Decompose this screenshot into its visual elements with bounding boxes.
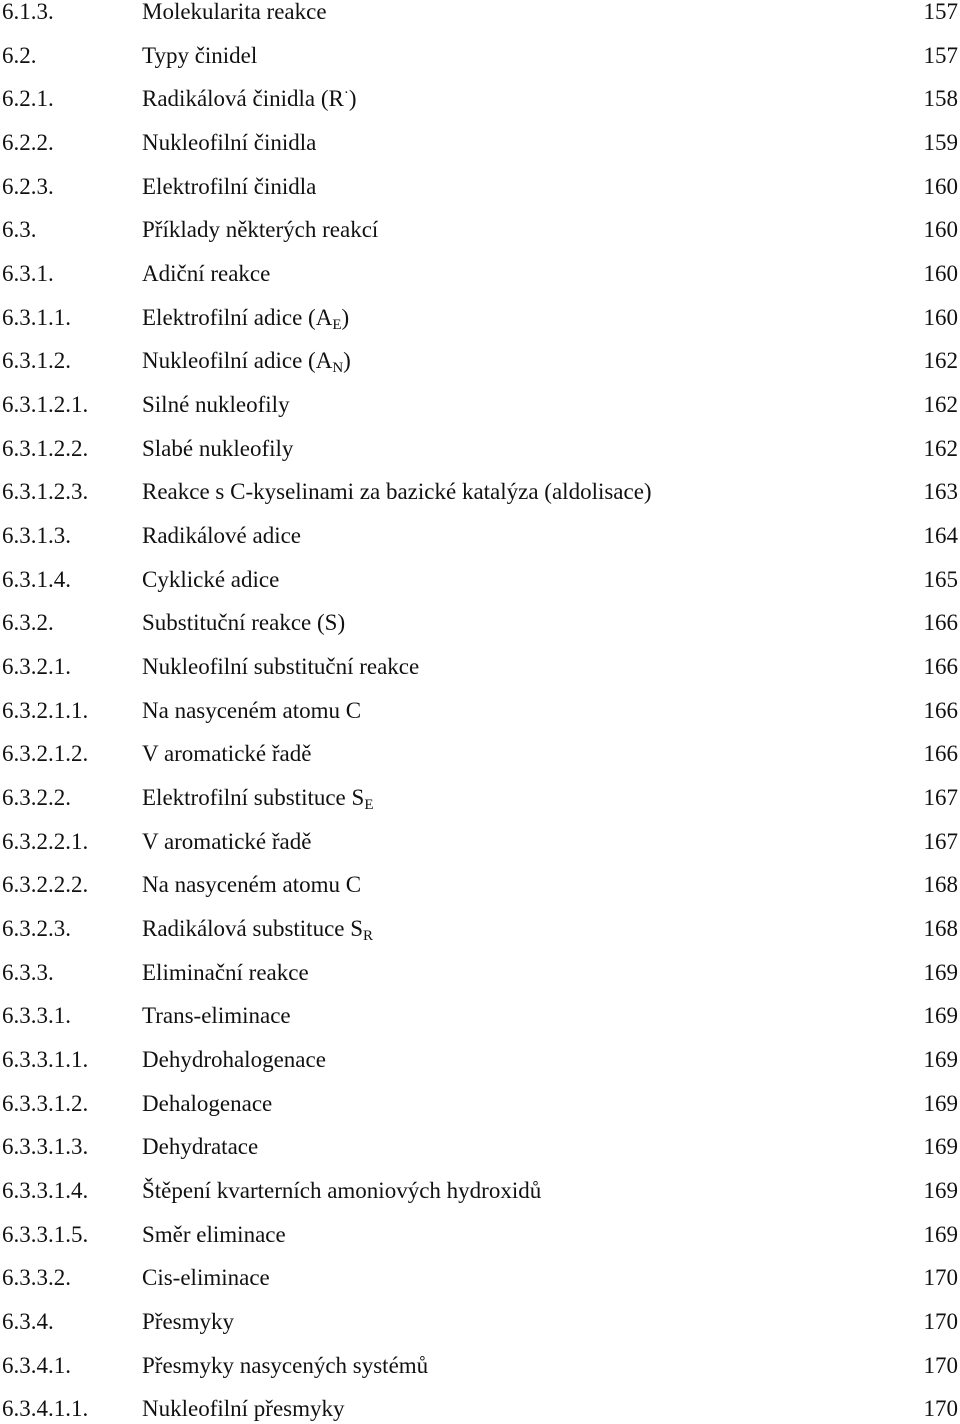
section-title xyxy=(142,608,345,638)
section-title-text: Cyklické adice xyxy=(142,566,280,592)
superscript: · xyxy=(343,85,349,102)
section-number: 6.3.2.2.1. xyxy=(2,828,89,854)
section-title-text: Na nasyceném atomu C xyxy=(142,872,362,898)
section-title-text: Radikálové adice xyxy=(142,522,302,548)
page-number: 169 xyxy=(923,1003,958,1029)
page-number: 169 xyxy=(923,1177,958,1203)
section-title xyxy=(142,958,309,988)
section-number: 6.2.2. xyxy=(2,130,54,155)
toc-entry[interactable] xyxy=(0,1089,960,1119)
section-title-text: Trans-eliminace xyxy=(142,1003,291,1029)
page-number: 168 xyxy=(923,915,958,941)
section-title xyxy=(142,303,349,333)
section-title-text: V aromatické řadě xyxy=(142,741,312,767)
page-number: 164 xyxy=(923,522,958,548)
toc-entry[interactable] xyxy=(0,870,960,900)
section-title xyxy=(142,1263,270,1293)
page-number: 169 xyxy=(923,1090,958,1116)
toc-entry[interactable] xyxy=(0,565,960,595)
section-number: 6.2. xyxy=(2,42,37,68)
toc-entry[interactable] xyxy=(0,1220,960,1250)
page-number: 160 xyxy=(923,217,958,243)
toc-entry[interactable] xyxy=(0,1045,960,1075)
section-title xyxy=(142,215,378,245)
section-title-text: Nukleofilní adice (A xyxy=(142,348,333,374)
section-number: 6.3.2.1.1. xyxy=(2,697,89,723)
section-title-text: Slabé nukleofily xyxy=(142,435,294,461)
toc-entry[interactable] xyxy=(0,827,960,857)
page-number: 167 xyxy=(923,828,958,854)
page-number: 170 xyxy=(923,1396,958,1422)
toc-entry[interactable] xyxy=(0,477,960,507)
section-title-text: Typy činidel xyxy=(142,42,258,68)
subscript: E xyxy=(332,316,342,333)
section-title-text: Přesmyky xyxy=(142,1308,234,1334)
section-title xyxy=(142,346,351,376)
section-title xyxy=(142,0,327,27)
section-title-text: Přesmyky nasycených systémů xyxy=(142,1352,429,1378)
section-title xyxy=(142,696,361,726)
page-number: 169 xyxy=(923,959,958,985)
page-number: 157 xyxy=(923,42,958,68)
section-number: 6.3.1.2.2. xyxy=(2,435,89,461)
section-number: 6.3.3.1.4. xyxy=(2,1177,89,1203)
page-number: 169 xyxy=(923,1046,958,1072)
toc-entry[interactable] xyxy=(0,1263,960,1293)
section-title-text: Nukleofilní substituční reakce xyxy=(142,653,420,679)
page-number: 169 xyxy=(923,1134,958,1160)
page-number: 160 xyxy=(923,304,958,330)
section-title xyxy=(142,914,373,944)
toc-entry[interactable] xyxy=(0,608,960,638)
section-number: 6.3.1.4. xyxy=(2,566,71,592)
toc-entry[interactable] xyxy=(0,652,960,682)
section-title-text: Adiční reakce xyxy=(142,261,271,286)
toc-entry[interactable] xyxy=(0,958,960,988)
section-title xyxy=(142,259,270,289)
section-title xyxy=(142,128,316,158)
toc-entry[interactable] xyxy=(0,346,960,376)
section-number: 6.3.2.1.2. xyxy=(2,741,89,767)
section-title-text: Elektrofilní činidla xyxy=(142,173,317,199)
toc-entry[interactable] xyxy=(0,521,960,551)
section-title xyxy=(142,1307,234,1337)
toc-entry[interactable] xyxy=(0,739,960,769)
page-number: 166 xyxy=(923,610,958,636)
section-title-text: Cis-eliminace xyxy=(142,1265,270,1291)
subscript: E xyxy=(364,796,374,813)
page-number: 165 xyxy=(923,566,958,592)
toc-entry[interactable] xyxy=(0,434,960,464)
section-number: 6.3.2.3. xyxy=(2,915,71,941)
toc-entry[interactable] xyxy=(0,1394,960,1424)
page-number: 166 xyxy=(923,741,958,767)
toc-entry[interactable] xyxy=(0,783,960,813)
toc-entry[interactable] xyxy=(0,914,960,944)
section-number: 6.3.4. xyxy=(2,1308,54,1334)
page-number: 160 xyxy=(923,261,958,286)
page-number: 163 xyxy=(923,479,958,505)
section-title xyxy=(142,434,293,464)
section-number: 6.3.2.2. xyxy=(2,784,71,810)
toc-entry[interactable] xyxy=(0,128,960,158)
subscript: R xyxy=(363,927,374,944)
toc-entry[interactable] xyxy=(0,1176,960,1206)
section-number: 6.3.3. xyxy=(2,959,54,985)
section-title xyxy=(142,172,316,202)
section-title xyxy=(142,1132,258,1162)
section-number: 6.3.2.1. xyxy=(2,653,71,679)
section-number: 6.1.3. xyxy=(2,0,54,24)
section-title-text: Elektrofilní adice (A xyxy=(142,304,333,330)
section-number: 6.3.4.1.1. xyxy=(2,1396,89,1422)
page-number: 159 xyxy=(923,130,958,155)
toc-entry[interactable] xyxy=(0,1351,960,1381)
section-title xyxy=(142,477,652,507)
section-title-text: V aromatické řadě xyxy=(142,828,312,854)
toc-entry[interactable] xyxy=(0,1307,960,1337)
toc-entry[interactable] xyxy=(0,41,960,71)
section-number: 6.3.3.1.2. xyxy=(2,1090,89,1116)
page-number: 167 xyxy=(923,784,958,810)
section-title-suffix: ) xyxy=(348,86,357,112)
page-number: 170 xyxy=(923,1352,958,1378)
section-number: 6.2.3. xyxy=(2,173,54,199)
section-title-text: Nukleofilní přesmyky xyxy=(142,1396,345,1422)
page-number: 170 xyxy=(923,1308,958,1334)
section-title xyxy=(142,1001,291,1031)
section-title-text: Dehydrohalogenace xyxy=(142,1046,326,1072)
section-title xyxy=(142,1176,541,1206)
section-number: 6.3.3.1.1. xyxy=(2,1046,89,1072)
section-number: 6.3.3.2. xyxy=(2,1265,71,1291)
section-number: 6.3.3.1.5. xyxy=(2,1221,89,1247)
page-number: 162 xyxy=(923,391,958,417)
page-number: 168 xyxy=(923,872,958,898)
subscript: N xyxy=(332,360,344,377)
page-number: 170 xyxy=(923,1265,958,1291)
section-title xyxy=(142,783,373,813)
page-number: 169 xyxy=(923,1221,958,1247)
section-title-text: Silné nukleofily xyxy=(142,391,290,417)
section-title xyxy=(142,827,311,857)
section-number: 6.3.2. xyxy=(2,610,54,636)
section-title xyxy=(142,652,419,682)
toc-entry[interactable] xyxy=(0,259,960,289)
section-number: 6.3.2.2.2. xyxy=(2,872,89,898)
section-title xyxy=(142,1394,345,1424)
page-number: 162 xyxy=(923,348,958,374)
toc-entry[interactable] xyxy=(0,1132,960,1162)
page-number: 166 xyxy=(923,697,958,723)
section-title xyxy=(142,521,301,551)
section-title xyxy=(142,390,290,420)
section-title xyxy=(142,565,279,595)
section-number: 6.2.1. xyxy=(2,86,54,112)
toc-entry[interactable] xyxy=(0,696,960,726)
section-title-text: Dehydratace xyxy=(142,1134,259,1160)
section-number: 6.3.1.2.1. xyxy=(2,391,89,417)
section-title xyxy=(142,739,311,769)
section-number: 6.3.1.2. xyxy=(2,348,71,374)
section-title-text: Radikálová substituce S xyxy=(142,915,364,941)
page-number: 166 xyxy=(923,653,958,679)
toc-entry[interactable] xyxy=(0,172,960,202)
section-title-text: Molekularita reakce xyxy=(142,0,327,24)
section-title xyxy=(142,1220,286,1250)
section-title-text: Dehalogenace xyxy=(142,1090,273,1116)
page-number: 157 xyxy=(923,0,958,24)
toc-entry[interactable] xyxy=(0,390,960,420)
section-title xyxy=(142,1351,428,1381)
toc-entry[interactable] xyxy=(0,84,960,114)
section-title-text: Elektrofilní substituce S xyxy=(142,784,365,810)
section-title-text: Směr eliminace xyxy=(142,1221,286,1247)
section-number: 6.3.1.2.3. xyxy=(2,479,89,505)
section-title-text: Příklady některých reakcí xyxy=(142,217,379,243)
page-number: 162 xyxy=(923,435,958,461)
section-title-text: Eliminační reakce xyxy=(142,959,309,985)
section-title-text: Reakce s C-kyselinami za bazické katalýza (aldolisace) xyxy=(142,479,652,505)
section-title-text: Radikálová činidla (R xyxy=(142,86,344,112)
section-number: 6.3.1. xyxy=(2,261,54,286)
section-title-suffix: ) xyxy=(341,304,350,330)
section-title xyxy=(142,84,357,114)
section-title xyxy=(142,41,257,71)
section-number: 6.3.4.1. xyxy=(2,1352,71,1378)
toc-entry[interactable] xyxy=(0,303,960,333)
section-title-suffix: ) xyxy=(343,348,351,374)
section-title-text: Štěpení kvarterních amoniových hydroxidů xyxy=(142,1177,542,1203)
section-title-text: Na nasyceném atomu C xyxy=(142,697,362,723)
section-title-text: Substituční reakce (S) xyxy=(142,610,346,636)
section-title xyxy=(142,1089,272,1119)
toc-entry[interactable] xyxy=(0,215,960,245)
section-number: 6.3.3.1.3. xyxy=(2,1134,89,1160)
section-title-text: Nukleofilní činidla xyxy=(142,130,317,155)
section-number: 6.3.1.1. xyxy=(2,304,71,330)
section-number: 6.3.1.3. xyxy=(2,522,71,548)
section-number: 6.3. xyxy=(2,217,37,243)
toc-entry[interactable] xyxy=(0,1001,960,1031)
page-number: 158 xyxy=(923,86,958,112)
page-number: 160 xyxy=(923,173,958,199)
section-title xyxy=(142,1045,326,1075)
section-title xyxy=(142,870,361,900)
toc-entry[interactable] xyxy=(0,0,960,27)
section-number: 6.3.3.1. xyxy=(2,1003,71,1029)
